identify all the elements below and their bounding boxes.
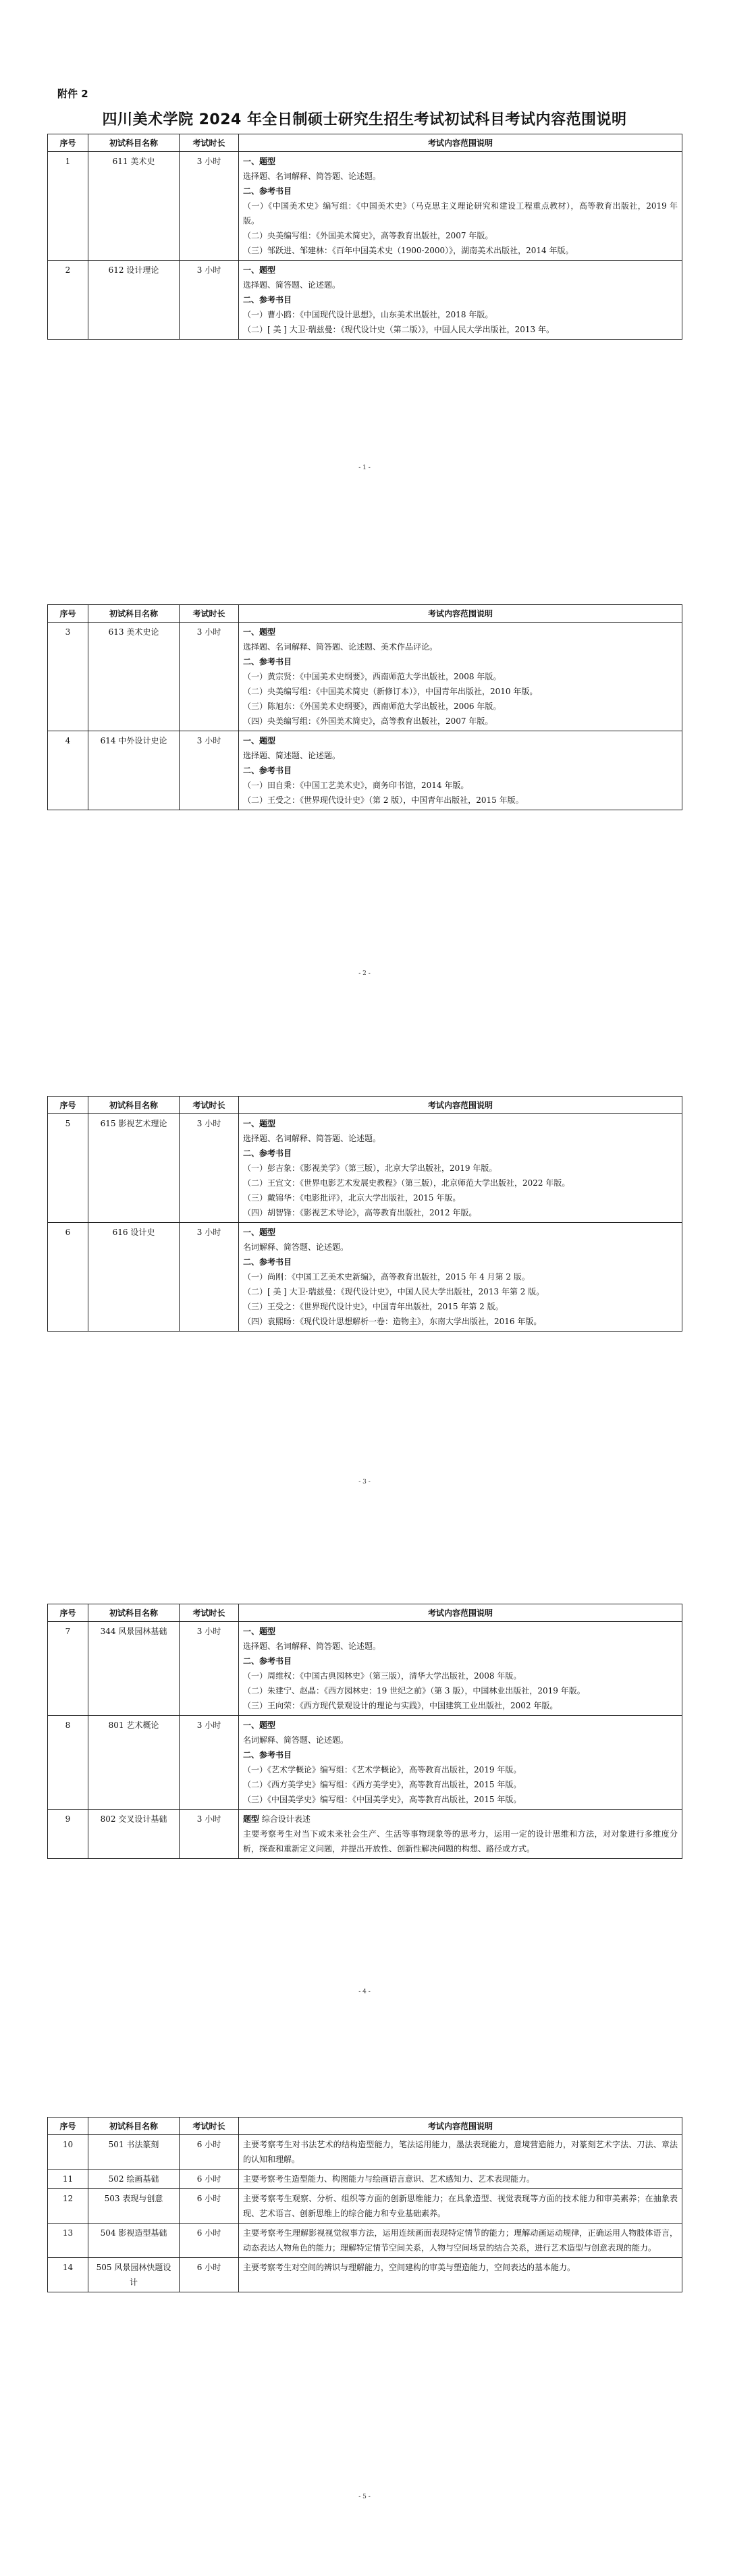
desc-line: 选择题、简答题、论述题。	[243, 280, 341, 290]
row-seq: 13	[48, 2224, 88, 2258]
exam-table-page-4	[47, 1604, 682, 1859]
row-seq: 12	[48, 2189, 88, 2224]
page-number: - 3 -	[358, 1479, 371, 1486]
desc-line: （三）王受之：《世界现代设计史》，中国青年出版社，2015 年第 2 版。	[243, 1302, 504, 1311]
row-duration: 3 小时	[180, 261, 239, 340]
col-duration-header: 考试时长	[180, 1097, 239, 1114]
section-heading: 二、参考书目	[243, 1750, 292, 1760]
row-seq: 8	[48, 1716, 88, 1810]
page-title: 四川美术学院 2024 年全日制硕士研究生招生考试初试科目考试内容范围说明	[102, 111, 627, 128]
table-header-row	[48, 134, 682, 152]
desc-line: （一）《中国美术史》编写组：《中国美术史》（马克思主义理论研究和建设工程重点教材），高等教育出版社，2019 年版。	[243, 201, 678, 226]
desc-line: 选择题、名词解释、简答题、论述题。	[243, 172, 381, 181]
table-row	[48, 1810, 682, 1859]
row-duration: 3 小时	[180, 731, 239, 810]
table-row	[48, 1716, 682, 1810]
table-row	[48, 1223, 682, 1332]
table-row	[48, 1114, 682, 1223]
row-description	[239, 2189, 682, 2224]
row-subject: 502 绘画基础	[88, 2170, 180, 2189]
col-seq-header: 序号	[48, 1097, 88, 1114]
table-row	[48, 2258, 682, 2292]
col-subject-header: 初试科目名称	[88, 605, 180, 623]
row-description	[239, 1622, 682, 1716]
row-subject: 615 影视艺术理论	[88, 1114, 180, 1223]
desc-line: 主要考察考生对书法艺术的结构造型能力，笔法运用能力，墨法表现能力，意境营造能力，对篆刻艺术字法、刀法、章法的认知和理解。	[243, 2140, 678, 2164]
row-subject: 344 风景园林基础	[88, 1622, 180, 1716]
desc-line: （一）尚刚：《中国工艺美术史新编》，高等教育出版社，2015 年 4 月第 2 版。	[243, 1272, 530, 1282]
section-heading: 一、题型	[243, 157, 276, 166]
section-heading: 二、参考书目	[243, 1656, 292, 1666]
desc-line: （三）陈旭东：《外国美术史纲要》，西南师范大学出版社，2006 年版。	[243, 702, 502, 711]
col-subject-header: 初试科目名称	[88, 1097, 180, 1114]
row-description	[239, 2135, 682, 2170]
col-duration-header: 考试时长	[180, 605, 239, 623]
desc-line: （二）王受之：《世界现代设计史》（第 2 版），中国青年出版社，2015 年版。	[243, 795, 524, 805]
row-subject: 611 美术史	[88, 152, 180, 261]
desc-line: （一）曹小鸥：《中国现代设计思想》，山东美术出版社，2018 年版。	[243, 310, 493, 319]
row-seq: 1	[48, 152, 88, 261]
desc-line: 主要考察考生造型能力、构图能力与绘画语言意识、艺术感知力、艺术表现能力。	[243, 2174, 535, 2184]
section-line	[243, 1812, 678, 1826]
row-seq: 7	[48, 1622, 88, 1716]
section-heading: 二、参考书目	[243, 1257, 292, 1267]
col-desc-header: 考试内容范围说明	[239, 2118, 682, 2135]
col-desc-header: 考试内容范围说明	[239, 134, 682, 152]
row-seq: 9	[48, 1810, 88, 1859]
section-heading: 二、参考书目	[243, 295, 292, 305]
desc-line: 主要考察考生对空间的辨识与理解能力，空间建构的审美与塑造能力，空间表达的基本能力。	[243, 2263, 576, 2272]
row-description	[239, 2224, 682, 2258]
row-duration: 6 小时	[180, 2135, 239, 2170]
section-heading: 一、题型	[243, 1228, 276, 1237]
desc-line: （一）田自秉：《中国工艺美术史》，商务印书馆，2014 年版。	[243, 781, 469, 790]
desc-line: （二）央美编写组：《外国美术简史》，高等教育出版社，2007 年版。	[243, 231, 493, 240]
desc-line: （二）央美编写组：《中国美术简史（新修订本）》，中国青年出版社，2010 年版。	[243, 687, 538, 696]
col-subject-header: 初试科目名称	[88, 2118, 180, 2135]
col-seq-header: 序号	[48, 605, 88, 623]
desc-line: 名词解释、简答题、论述题。	[243, 1735, 349, 1745]
table-row	[48, 2224, 682, 2258]
section-heading: 一、题型	[243, 736, 276, 745]
section-heading: 一、题型	[243, 1720, 276, 1730]
section-heading: 二、参考书目	[243, 657, 292, 666]
section-heading: 二、参考书目	[243, 1149, 292, 1158]
row-subject: 802 交叉设计基础	[88, 1810, 180, 1859]
table-header-row	[48, 605, 682, 623]
row-subject: 504 影视造型基础	[88, 2224, 180, 2258]
row-seq: 2	[48, 261, 88, 340]
row-subject: 614 中外设计史论	[88, 731, 180, 810]
desc-line: 名词解释、简答题、论述题。	[243, 1242, 349, 1252]
page-number: - 5 -	[358, 2494, 371, 2500]
section-heading: 二、参考书目	[243, 766, 292, 775]
col-desc-header: 考试内容范围说明	[239, 1097, 682, 1114]
row-description	[239, 1223, 682, 1332]
table-row	[48, 2135, 682, 2170]
table-header-row	[48, 2118, 682, 2135]
desc-line: （二）[ 美 ] 大卫·瑞兹曼：《现代设计史》，中国人民大学出版社，2013 年第 2 版。	[243, 1287, 545, 1296]
row-duration: 3 小时	[180, 1716, 239, 1810]
col-seq-header: 序号	[48, 2118, 88, 2135]
row-seq: 14	[48, 2258, 88, 2292]
page-number: - 1 -	[358, 465, 371, 471]
desc-line: （二）王宜文：《世界电影艺术发展史教程》（第三版），北京师范大学出版社，2022 年版。	[243, 1178, 570, 1188]
desc-line: 主要考察考生对当下或未来社会生产、生活等事物现象等的思考力，运用一定的设计思维和方法，对对象进行多维度分析，探查和重新定义问题，并提出开放性、创新性解决问题的构想、路径或方式。	[243, 1829, 678, 1854]
desc-line: 主要考察考生理解影视视觉叙事方法，运用连续画面表现特定情节的能力；理解动画运动规律，正确运用人物肢体语言，动态表达人物角色的能力；理解特定情节空间关系，人物与空间场景的结合关系，进行艺术造型与创意表现的能力。	[243, 2228, 678, 2253]
row-subject: 801 艺术概论	[88, 1716, 180, 1810]
row-duration: 3 小时	[180, 1114, 239, 1223]
row-seq: 6	[48, 1223, 88, 1332]
table-row	[48, 152, 682, 261]
col-desc-header: 考试内容范围说明	[239, 605, 682, 623]
desc-line: （二）《西方美学史》编写组：《西方美学史》，高等教育出版社，2015 年版。	[243, 1780, 522, 1789]
exam-table-page-2	[47, 604, 682, 810]
row-description	[239, 261, 682, 340]
row-subject: 505 风景园林快题设计	[88, 2258, 180, 2292]
row-subject: 612 设计理论	[88, 261, 180, 340]
row-description	[239, 623, 682, 731]
row-description	[239, 1810, 682, 1859]
desc-line: （三）王向荣：《西方现代景观设计的理论与实践》，中国建筑工业出版社，2002 年版。	[243, 1701, 558, 1710]
row-seq: 4	[48, 731, 88, 810]
row-duration: 6 小时	[180, 2224, 239, 2258]
row-duration: 3 小时	[180, 1810, 239, 1859]
section-heading: 一、题型	[243, 1627, 276, 1636]
section-heading: 一、题型	[243, 265, 276, 275]
desc-line: （二）朱建宁、赵晶：《西方园林史：19 世纪之前》（第 3 版），中国林业出版社，2019 年版。	[243, 1686, 585, 1696]
row-duration: 3 小时	[180, 1223, 239, 1332]
row-subject: 503 表现与创意	[88, 2189, 180, 2224]
table-row	[48, 623, 682, 731]
desc-line: （二）[ 美 ] 大卫·瑞兹曼：《现代设计史（第二版）》，中国人民大学出版社，2013 年。	[243, 325, 554, 334]
row-description	[239, 1716, 682, 1810]
desc-line: （三）邹跃进、邹建林：《百年中国美术史（1900-2000）》，湖南美术出版社，2014 年版。	[243, 246, 574, 255]
exam-table-page-3	[47, 1096, 682, 1332]
table-header-row	[48, 1097, 682, 1114]
desc-line: （一）彭吉象：《影视美学》（第三版），北京大学出版社，2019 年版。	[243, 1163, 497, 1173]
page-number: - 4 -	[358, 1989, 371, 1995]
row-subject: 616 设计史	[88, 1223, 180, 1332]
row-subject: 613 美术史论	[88, 623, 180, 731]
col-desc-header: 考试内容范围说明	[239, 1604, 682, 1622]
col-subject-header: 初试科目名称	[88, 134, 180, 152]
row-duration: 6 小时	[180, 2170, 239, 2189]
desc-line: （一）《艺术学概论》编写组：《艺术学概论》，高等教育出版社，2019 年版。	[243, 1765, 522, 1775]
exam-table-page-1	[47, 134, 682, 340]
table-header-row	[48, 1604, 682, 1622]
desc-line: 主要考察考生观察、分析、组织等方面的创新思维能力；在具象造型、视觉表现等方面的技术能力和审美素养；在抽象表现、艺术语言、创新思维上的综合能力和专业基础素养。	[243, 2194, 678, 2218]
desc-line: （四）央美编写组：《外国美术简史》，高等教育出版社，2007 年版。	[243, 716, 493, 726]
annex-label: 附件 2	[57, 88, 88, 100]
section-text: 综合设计表述	[261, 1814, 310, 1824]
row-seq: 3	[48, 623, 88, 731]
desc-line: （三）戴锦华：《电影批评》，北京大学出版社，2015 年版。	[243, 1193, 461, 1203]
section-heading: 二、参考书目	[243, 186, 292, 196]
row-duration: 3 小时	[180, 1622, 239, 1716]
row-duration: 3 小时	[180, 152, 239, 261]
row-description	[239, 2170, 682, 2189]
col-duration-header: 考试时长	[180, 1604, 239, 1622]
desc-line: （三）《中国美学史》编写组：《中国美学史》，高等教育出版社，2015 年版。	[243, 1795, 522, 1804]
col-duration-header: 考试时长	[180, 2118, 239, 2135]
table-row	[48, 1622, 682, 1716]
section-heading-inline: 题型	[243, 1814, 260, 1824]
table-row	[48, 2189, 682, 2224]
desc-line: （四）袁熙旸：《现代设计思想解析一卷：造物主》，东南大学出版社，2016 年版。	[243, 1317, 542, 1326]
desc-line: 选择题、名词解释、简答题、论述题。	[243, 1641, 381, 1651]
row-description	[239, 2258, 682, 2292]
col-seq-header: 序号	[48, 134, 88, 152]
table-row	[48, 261, 682, 340]
table-row	[48, 2170, 682, 2189]
section-heading: 一、题型	[243, 627, 276, 637]
col-duration-header: 考试时长	[180, 134, 239, 152]
exam-table-page-5	[47, 2117, 682, 2292]
row-description	[239, 1114, 682, 1223]
row-duration: 6 小时	[180, 2189, 239, 2224]
row-description	[239, 731, 682, 810]
desc-line: 选择题、名词解释、简答题、论述题。	[243, 1134, 381, 1143]
desc-line: 选择题、简述题、论述题。	[243, 751, 341, 760]
row-subject: 501 书法篆刻	[88, 2135, 180, 2170]
desc-line: （四）胡智锋：《影视艺术导论》，高等教育出版社，2012 年版。	[243, 1208, 477, 1217]
col-seq-header: 序号	[48, 1604, 88, 1622]
col-subject-header: 初试科目名称	[88, 1604, 180, 1622]
desc-line: 选择题、名词解释、简答题、论述题、美术作品评论。	[243, 642, 438, 652]
page-number: - 2 -	[358, 970, 371, 977]
desc-line: （一）黄宗贤：《中国美术史纲要》，西南师范大学出版社，2008 年版。	[243, 672, 502, 681]
row-duration: 3 小时	[180, 623, 239, 731]
row-duration: 6 小时	[180, 2258, 239, 2292]
row-description	[239, 152, 682, 261]
row-seq: 5	[48, 1114, 88, 1223]
section-heading: 一、题型	[243, 1119, 276, 1128]
table-row	[48, 731, 682, 810]
desc-line: （一）周维权：《中国古典园林史》（第三版），清华大学出版社，2008 年版。	[243, 1671, 522, 1681]
row-seq: 11	[48, 2170, 88, 2189]
row-seq: 10	[48, 2135, 88, 2170]
